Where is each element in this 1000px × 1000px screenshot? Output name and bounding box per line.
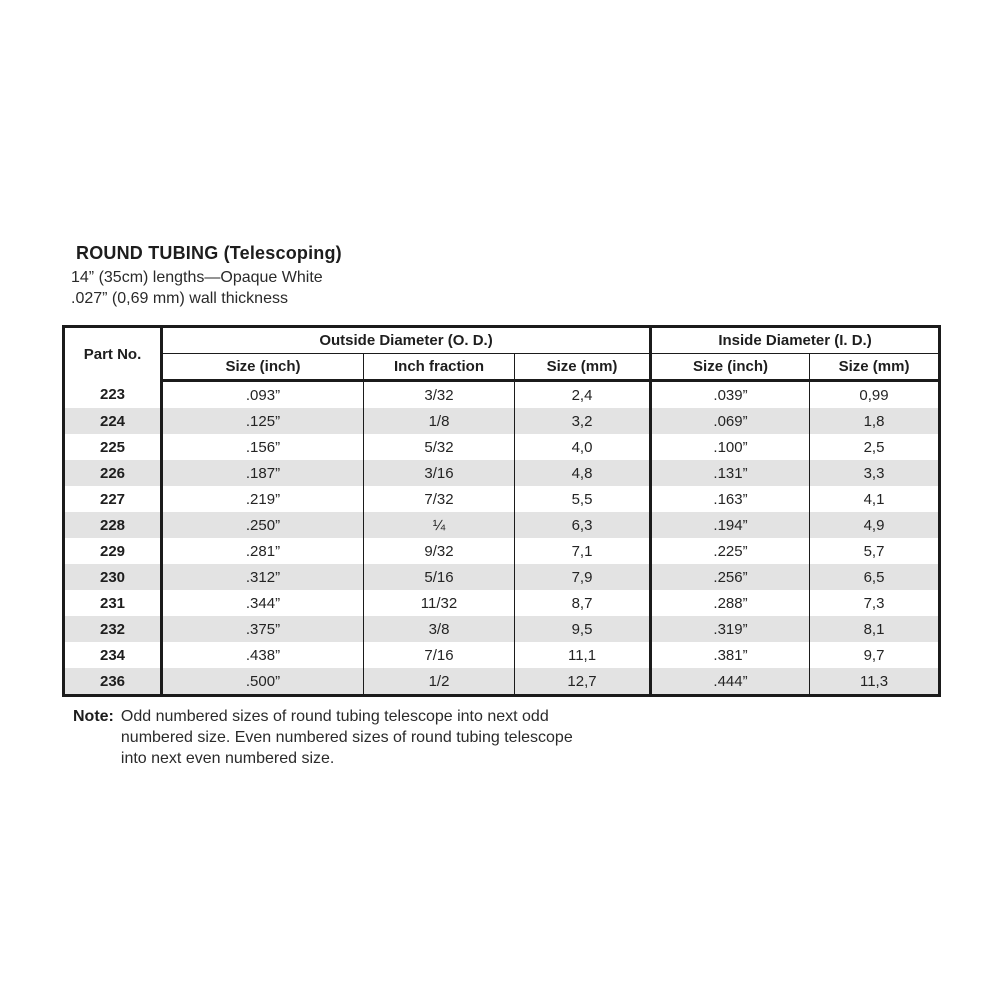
inch-fraction-cell: 3/16	[364, 460, 515, 486]
col-header-id-size-inch: Size (inch)	[651, 354, 810, 381]
id-size-mm-cell: 9,7	[863, 646, 885, 664]
table-row	[64, 590, 940, 616]
id-size-mm-cell: 7,3	[863, 594, 885, 612]
id-size-inch-cell: .100”	[651, 434, 810, 460]
od-size-inch-cell: .500”	[162, 668, 364, 696]
od-size-inch-cell: .125”	[162, 408, 364, 434]
note-line: into next even numbered size.	[120, 750, 335, 767]
od-size-inch-cell: .156”	[162, 434, 364, 460]
od-size-mm-cell: 3,2	[515, 408, 651, 434]
id-size-mm-cell: 6,5	[863, 568, 885, 586]
page-title: ROUND TUBING (Telescoping)	[76, 243, 342, 263]
table-row	[64, 642, 940, 668]
od-size-inch-cell: .344”	[162, 590, 364, 616]
part-no-cell: 223	[64, 381, 162, 409]
col-header-od-inch-fraction: Inch fraction	[364, 354, 515, 381]
part-no-cell: 227	[64, 486, 162, 512]
id-size-mm-cell: 4,1	[863, 490, 885, 508]
inch-fraction-cell: ¼	[364, 512, 515, 538]
table-row	[64, 616, 940, 642]
subtitle-lengths: 14” (35cm) lengths—Opaque White	[71, 269, 323, 286]
id-size-inch-cell: .288”	[651, 590, 810, 616]
table-row	[64, 564, 940, 590]
table-row	[64, 434, 940, 460]
id-size-inch-cell: .225”	[651, 538, 810, 564]
id-size-mm-cell: 2,5	[863, 438, 885, 456]
title-block	[71, 242, 342, 309]
table-row	[64, 460, 940, 486]
od-size-inch-cell: .093”	[162, 381, 364, 409]
tubing-spec-table	[62, 325, 941, 697]
table-row	[64, 512, 940, 538]
od-size-inch-cell: .438”	[162, 642, 364, 668]
od-size-mm-cell: 12,7	[515, 668, 651, 696]
col-group-outside-diameter: Outside Diameter (O. D.)	[162, 327, 651, 354]
inch-fraction-cell: 9/32	[364, 538, 515, 564]
id-size-inch-cell: .444”	[651, 668, 810, 696]
od-size-mm-cell: 2,4	[515, 381, 651, 409]
part-no-cell: 228	[64, 512, 162, 538]
od-size-mm-cell: 8,7	[515, 590, 651, 616]
id-size-inch-cell: .131”	[651, 460, 810, 486]
id-size-inch-cell: .163”	[651, 486, 810, 512]
od-size-mm-cell: 11,1	[515, 642, 651, 668]
od-size-mm-cell: 7,1	[515, 538, 651, 564]
col-group-inside-diameter: Inside Diameter (I. D.)	[651, 327, 940, 354]
od-size-mm-cell: 6,3	[515, 512, 651, 538]
inch-fraction-cell: 1/8	[364, 408, 515, 434]
group-header-row	[64, 327, 940, 354]
od-size-inch-cell: .281”	[162, 538, 364, 564]
od-size-mm-cell: 4,0	[515, 434, 651, 460]
id-size-mm-cell: 0,99	[859, 386, 889, 404]
part-no-cell: 234	[64, 642, 162, 668]
id-size-mm-cell: 8,1	[863, 620, 885, 638]
table-row	[64, 408, 940, 434]
od-size-mm-cell: 4,8	[515, 460, 651, 486]
inch-fraction-cell: 1/2	[364, 668, 515, 696]
table-row	[64, 668, 940, 696]
od-size-inch-cell: .187”	[162, 460, 364, 486]
note-line: numbered size. Even numbered sizes of round tubing telescope	[120, 729, 573, 746]
id-size-inch-cell: .256”	[651, 564, 810, 590]
od-size-inch-cell: .250”	[162, 512, 364, 538]
part-no-cell: 232	[64, 616, 162, 642]
inch-fraction-cell: 3/32	[364, 381, 515, 409]
inch-fraction-cell: 7/16	[364, 642, 515, 668]
table-body	[64, 381, 940, 696]
inch-fraction-cell: 11/32	[364, 590, 515, 616]
inch-fraction-cell: 3/8	[364, 616, 515, 642]
od-size-inch-cell: .219”	[162, 486, 364, 512]
note-line: Odd numbered sizes of round tubing telescope into next odd	[120, 708, 549, 725]
id-size-inch-cell: .194”	[651, 512, 810, 538]
note-text	[121, 706, 573, 769]
part-no-cell: 236	[64, 668, 162, 696]
id-size-inch-cell: .319”	[651, 616, 810, 642]
part-no-cell: 230	[64, 564, 162, 590]
part-no-cell: 231	[64, 590, 162, 616]
sub-header-row	[64, 354, 940, 381]
od-size-inch-cell: .312”	[162, 564, 364, 590]
table-row	[64, 538, 940, 564]
part-no-cell: 225	[64, 434, 162, 460]
col-header-od-size-mm: Size (mm)	[515, 354, 651, 381]
id-size-mm-cell: 1,8	[863, 412, 885, 430]
id-size-mm-cell: 4,9	[863, 516, 885, 534]
part-no-cell: 229	[64, 538, 162, 564]
od-size-mm-cell: 7,9	[515, 564, 651, 590]
inch-fraction-cell: 5/32	[364, 434, 515, 460]
id-size-inch-cell: .381”	[651, 642, 810, 668]
subtitle-wall-thickness: .027” (0,69 mm) wall thickness	[71, 290, 288, 307]
note-label: Note:	[73, 708, 114, 725]
od-size-mm-cell: 5,5	[515, 486, 651, 512]
col-header-od-size-inch: Size (inch)	[162, 354, 364, 381]
id-size-mm-cell: 3,3	[863, 464, 885, 482]
id-size-mm-cell: 11,3	[859, 672, 889, 690]
inch-fraction-cell: 5/16	[364, 564, 515, 590]
part-no-cell: 224	[64, 408, 162, 434]
col-header-part-no: Part No.	[64, 327, 162, 381]
table-row	[64, 381, 940, 409]
id-size-inch-cell: .069”	[651, 408, 810, 434]
od-size-inch-cell: .375”	[162, 616, 364, 642]
table-row	[64, 486, 940, 512]
table-header	[64, 327, 940, 381]
id-size-inch-cell: .039”	[651, 381, 810, 409]
note	[73, 706, 573, 769]
col-header-id-size-mm: Size (mm)	[810, 354, 940, 381]
od-size-mm-cell: 9,5	[515, 616, 651, 642]
part-no-cell: 226	[64, 460, 162, 486]
id-size-mm-cell: 5,7	[863, 542, 885, 560]
inch-fraction-cell: 7/32	[364, 486, 515, 512]
